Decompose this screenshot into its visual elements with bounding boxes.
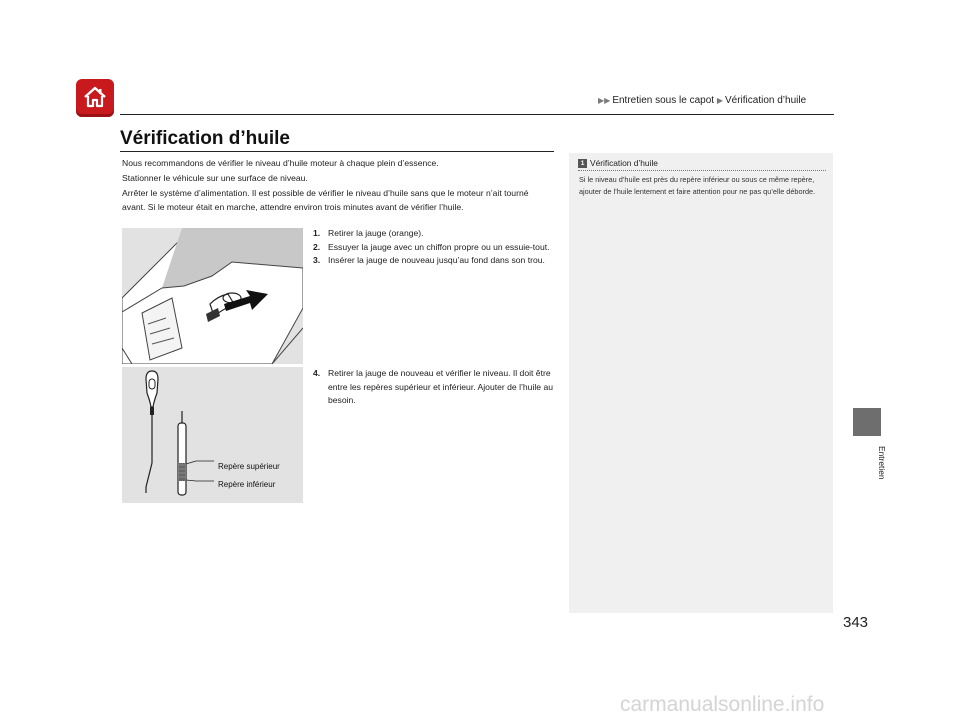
note-title[interactable]	[578, 158, 658, 168]
note-title-text: Vérification d’huile	[590, 158, 658, 168]
upper-mark-label: Repère supérieur	[218, 462, 280, 471]
title-rule	[120, 151, 554, 152]
breadcrumb-arrow-icon: ▶▶	[598, 96, 611, 105]
note-body: Si le niveau d’huile est près du repère inférieur ou sous ce même repère, ajouter de l’huile lentement et faire attention pour ne pas qu’elle déborde.	[579, 175, 816, 197]
home-button[interactable]	[76, 79, 114, 117]
header-rule	[120, 114, 834, 115]
house-icon	[82, 84, 108, 110]
step-text: Insérer la jauge de nouveau jusqu’au fond dans son trou.	[328, 255, 545, 265]
page-title: Vérification d’huile	[120, 128, 290, 149]
step-item	[313, 227, 557, 241]
step-text: Retirer la jauge (orange).	[328, 228, 424, 238]
step-number: 2.	[313, 241, 321, 252]
page-number: 343	[843, 614, 869, 631]
step-item	[313, 241, 557, 255]
breadcrumb-item-current[interactable]: Vérification d’huile	[724, 95, 807, 106]
intro-paragraph: Nous recommandons de vérifier le niveau d’huile moteur à chaque plein d’essence.	[122, 158, 439, 168]
intro-paragraph: Stationner le véhicule sur une surface de niveau.	[122, 172, 308, 183]
steps-4	[313, 367, 557, 408]
intro-text	[122, 156, 554, 215]
step-number: 1.	[313, 228, 321, 238]
watermark: carmanualsonline.info	[620, 693, 825, 716]
step-number: 3.	[313, 255, 321, 265]
lower-mark-label: Repère inférieur	[218, 480, 276, 489]
note-number-icon: 1	[578, 159, 587, 168]
step-text: Retirer la jauge de nouveau et vérifier le niveau. Il doit être entre les repères supérieur et inférieur. Ajouter de l’huile au besoin.	[328, 368, 554, 405]
step-item	[313, 367, 557, 408]
intro-paragraph: Arrêter le système d’alimentation. Il est possible de vérifier le niveau d’huile sans que le moteur n’ait tourné avant. Si le moteur était en marche, attendre environ trois minutes avant de vérifier l’huile.	[122, 187, 529, 213]
dipstick-marks-illustration	[122, 367, 303, 503]
dipstick-location-illustration	[122, 228, 303, 364]
step-number: 4.	[313, 368, 321, 378]
step-item	[313, 254, 557, 268]
breadcrumb-arrow-icon: ▶	[716, 96, 723, 105]
breadcrumb	[598, 95, 806, 106]
note-sidebar	[569, 153, 833, 613]
step-text: Essuyer la jauge avec un chiffon propre ou un essuie-tout.	[328, 241, 550, 252]
note-divider	[578, 170, 826, 171]
breadcrumb-item-section[interactable]: Entretien sous le capot	[612, 95, 715, 106]
steps-1-3	[313, 227, 557, 268]
chapter-tab-label: Entretien	[877, 446, 887, 480]
chapter-tab[interactable]	[853, 408, 881, 436]
